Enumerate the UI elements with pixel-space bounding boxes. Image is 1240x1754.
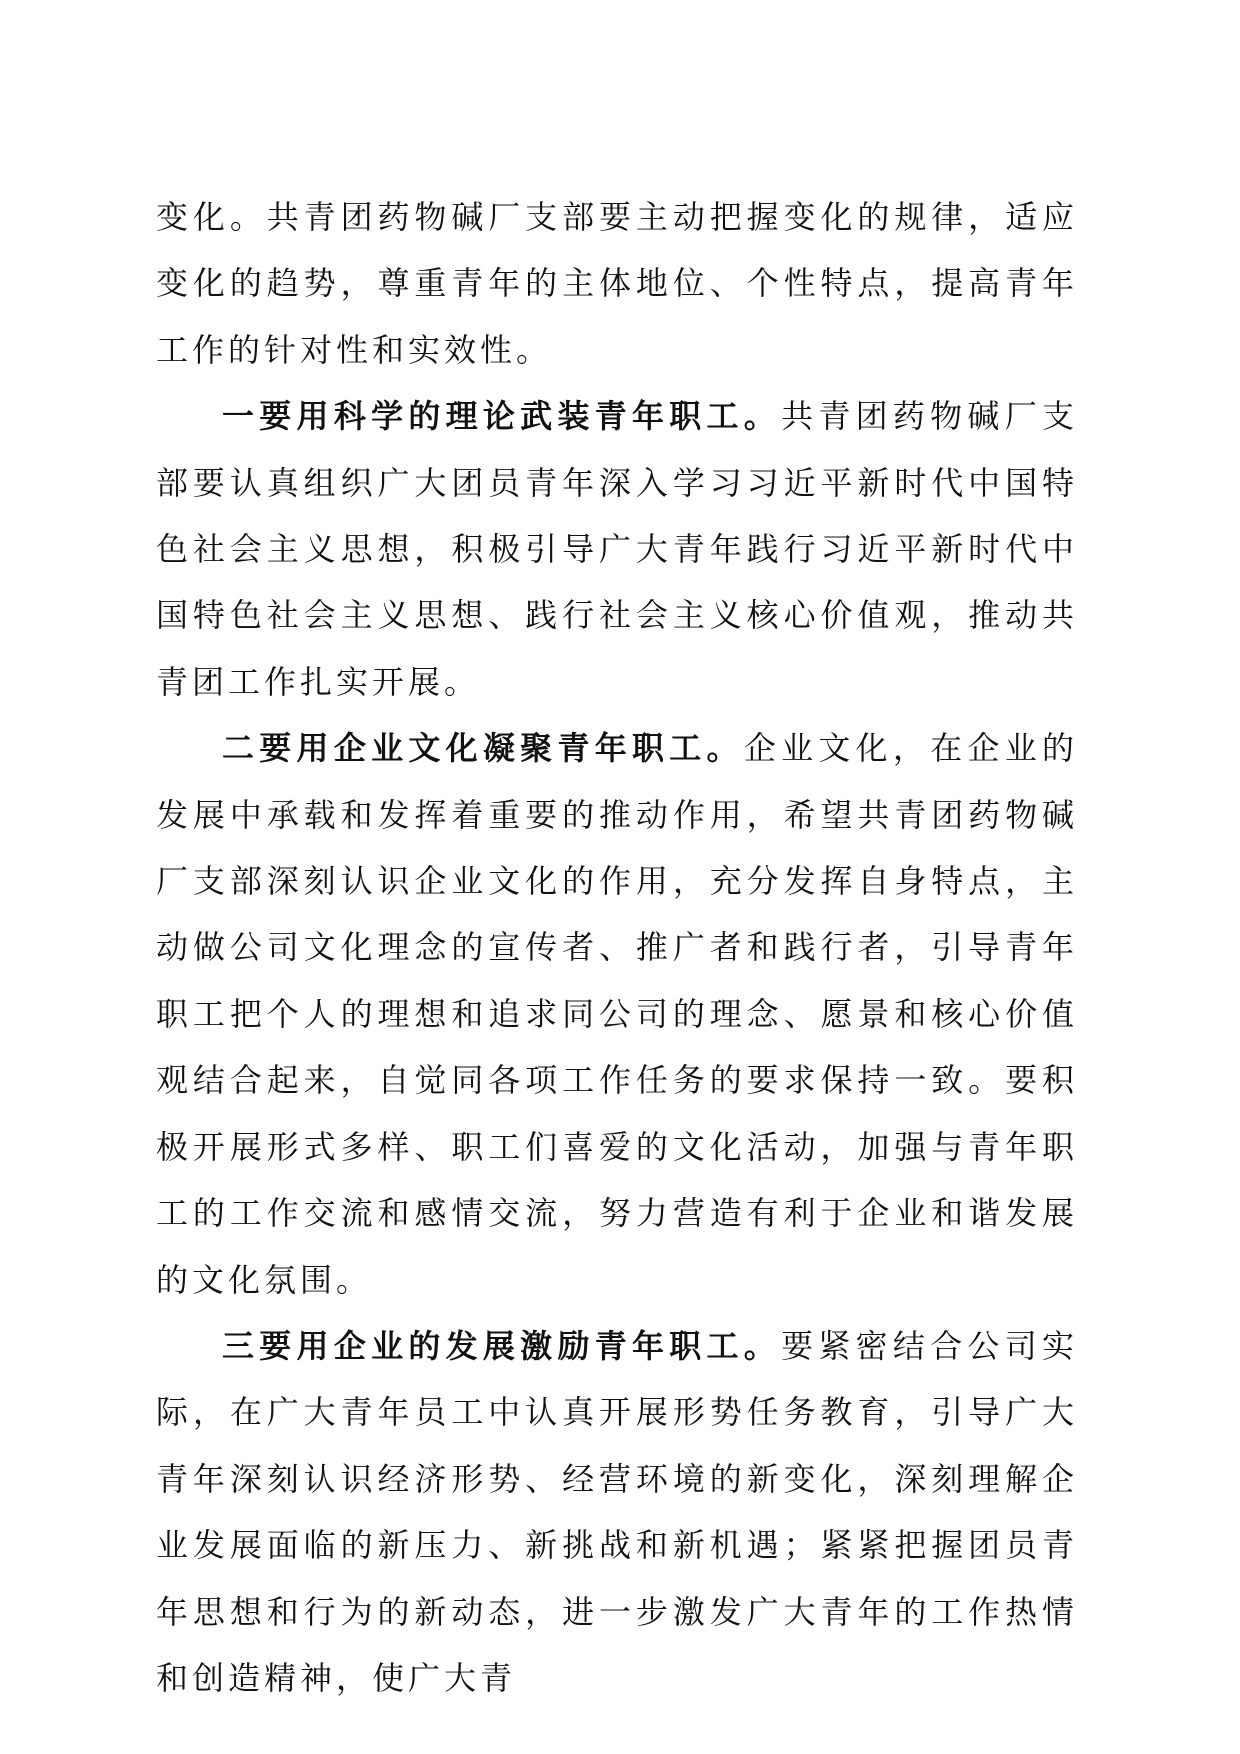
paragraph-3	[156, 715, 1078, 1313]
paragraph-4-text: 要紧密结合公司实际，在广大青年员工中认真开展形势任务教育，引导广大青年深刻认识经济形势、经营环境的新变化，深刻理解企业发展面临的新压力、新挑战和新机遇；紧紧把握团员青年思想和行为的新动态，进一步激发广大青年的工作热情和创造精神，使广大青	[156, 1326, 1078, 1697]
paragraph-3-heading: 二要用企业文化凝聚青年职工。	[222, 729, 744, 768]
paragraph-4	[156, 1313, 1078, 1711]
paragraph-3-text: 企业文化，在企业的发展中承载和发挥着重要的推动作用，希望共青团药物碱厂支部深刻认识企业文化的作用，充分发挥自身特点，主动做公司文化理念的宣传者、推广者和践行者，引导青年职工把个人的理想和追求同公司的理念、愿景和核心价值观结合起来，自觉同各项工作任务的要求保持一致。要积极开展形式多样、职工们喜爱的文化活动，加强与青年职工的工作交流和感情交流，努力营造有利于企业和谐发展的文化氛围。	[156, 729, 1078, 1299]
paragraph-2-text: 共青团药物碱厂支部要认真组织广大团员青年深入学习习近平新时代中国特色社会主义思想，积极引导广大青年践行习近平新时代中国特色社会主义思想、践行社会主义核心价值观，推动共青团工作扎实开展。	[156, 397, 1078, 701]
paragraph-1	[156, 184, 1078, 383]
paragraph-1-text: 变化。共青团药物碱厂支部要主动把握变化的规律，适应变化的趋势，尊重青年的主体地位、个性特点，提高青年工作的针对性和实效性。	[156, 198, 1078, 369]
body-text	[156, 184, 1078, 1711]
paragraph-2-heading: 一要用科学的理论武装青年职工。	[222, 397, 782, 436]
paragraph-2	[156, 383, 1078, 715]
paragraph-4-heading: 三要用企业的发展激励青年职工。	[222, 1326, 782, 1365]
